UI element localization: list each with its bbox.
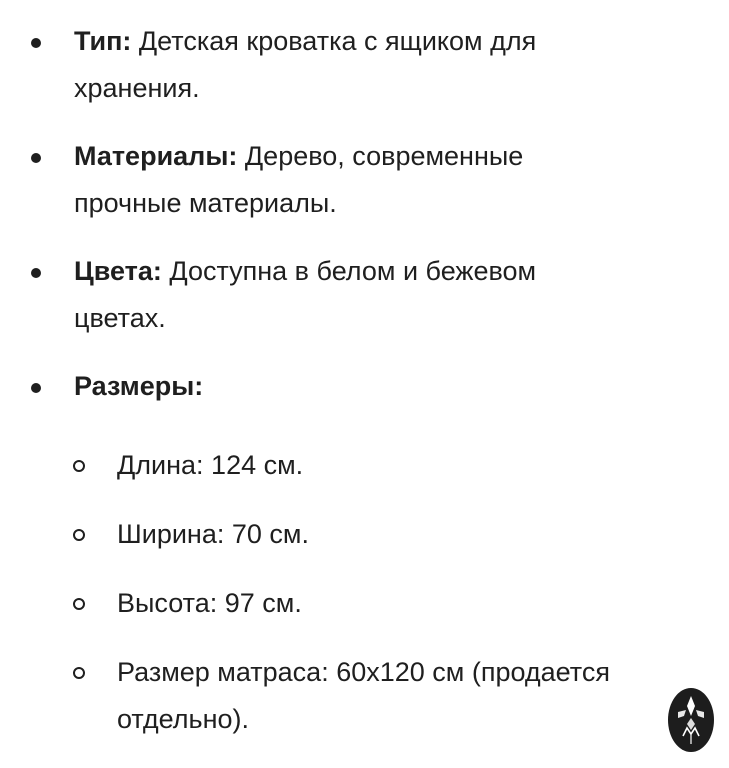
list-item-materials [74, 133, 674, 227]
sub-item-text: Длина: 124 см. [117, 450, 304, 480]
list-item-type [74, 18, 674, 112]
sub-bullet-circle [73, 529, 85, 541]
sub-item-width [117, 511, 697, 558]
watermark-badge [668, 688, 714, 752]
item-label: Размеры: [74, 371, 204, 401]
item-label: Материалы: [74, 141, 238, 171]
bullet-dot [31, 383, 41, 393]
item-text: Детская кроватка с ящиком для [131, 26, 537, 56]
sub-item-mattress [117, 649, 697, 743]
sub-bullet-circle [73, 667, 85, 679]
sub-item-text: Ширина: 70 см. [117, 519, 309, 549]
bullet-dot [31, 38, 41, 48]
item-label: Тип: [74, 26, 132, 56]
bullet-dot [31, 153, 41, 163]
sub-item-text-continued: отдельно). [117, 704, 250, 734]
item-text: Дерево, современные [237, 141, 524, 171]
list-item-colors [74, 248, 674, 342]
sub-bullet-circle [73, 598, 85, 610]
sub-bullet-circle [73, 460, 85, 472]
item-text-continued: хранения. [74, 73, 200, 103]
item-text-continued: цветах. [74, 303, 166, 333]
sub-item-text: Размер матраса: 60x120 см (продается [117, 657, 610, 687]
item-label: Цвета: [74, 256, 162, 286]
list-item-dimensions [74, 363, 674, 410]
diamond-star-logo-icon [668, 688, 714, 752]
item-text-continued: прочные материалы. [74, 188, 337, 218]
sub-item-length [117, 442, 697, 489]
sub-item-height [117, 580, 697, 627]
bullet-dot [31, 268, 41, 278]
item-text: Доступна в белом и бежевом [161, 256, 537, 286]
sub-item-text: Высота: 97 см. [117, 588, 302, 618]
